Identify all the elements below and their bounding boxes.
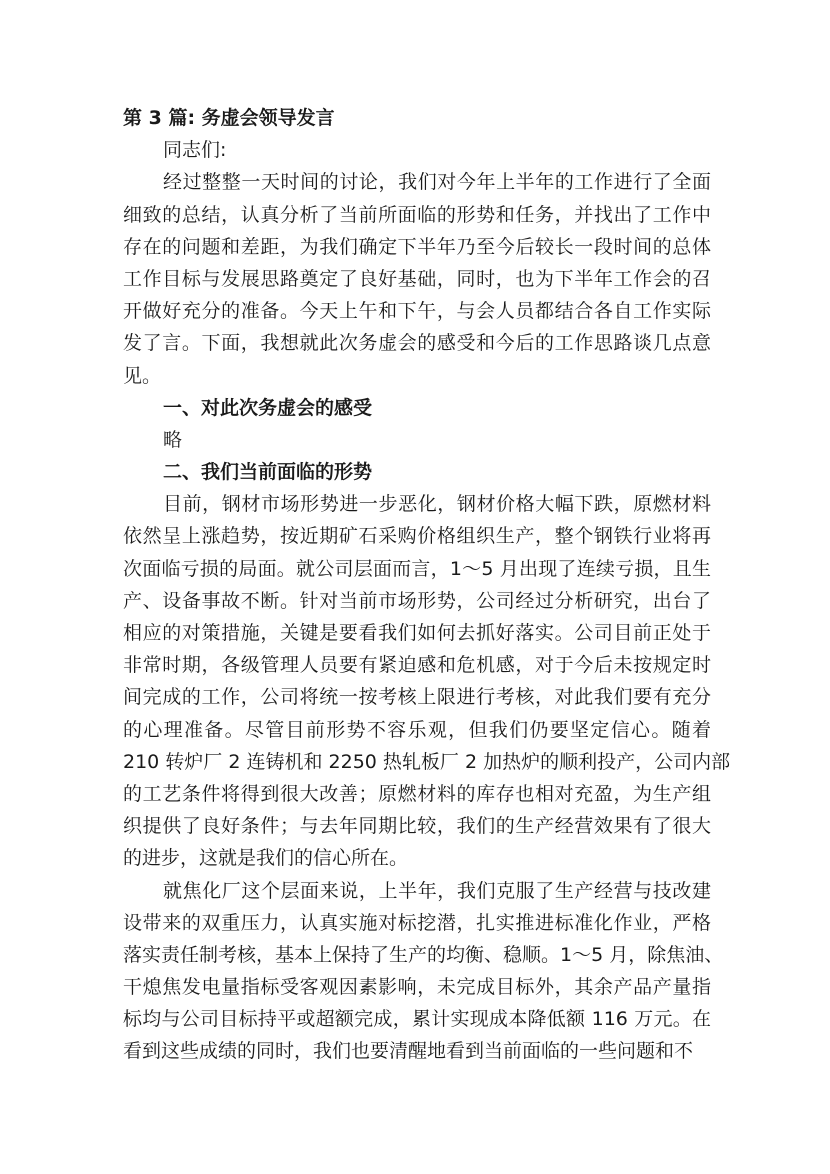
text-line: 存在的问题和差距，为我们确定下半年乃至今后较长一段时间的总体 [123,235,711,258]
text-line: 非常时期，各级管理人员要有紧迫感和危机感，对于今后未按规定时 [123,654,711,677]
paragraph [123,166,711,391]
text-line: 二、我们当前面临的形势 [163,461,373,484]
text-line: 的心理准备。尽管目前形势不容乐观，但我们仍要坚定信心。随着 [123,718,711,741]
text-line: 就焦化厂这个层面来说，上半年，我们克服了生产经营与技改建 [163,879,711,902]
text-line: 略 [163,428,183,451]
document-body [123,134,731,1067]
text-line: 经过整整一天时间的讨论，我们对今年上半年的工作进行了全面 [163,171,711,194]
text-line: 产、设备事故不断。针对当前市场形势，公司经过分析研究，出台了 [123,589,711,612]
text-line: 目前，钢材市场形势进一步恶化，钢材价格大幅下跌，原燃材料 [163,493,711,516]
paragraph [123,424,711,456]
text-line: 设带来的双重压力，认真实施对标挖潜，扎实推进标准化作业，严格 [123,911,711,934]
text-line: 工作目标与发展思路奠定了良好基础，同时，也为下半年工作会的召 [123,267,711,290]
text-line: 干熄焦发电量指标受客观因素影响，未完成目标外，其余产品产量指 [123,976,711,999]
text-line: 依然呈上涨趋势，按近期矿石采购价格组织生产，整个钢铁行业将再 [123,525,711,548]
paragraph [123,488,731,874]
text-line: 的工艺条件将得到很大改善；原燃材料的库存也相对充盈，为生产组 [123,782,711,805]
text-line: 见。 [123,364,162,387]
text-line: 次面临亏损的局面。就公司层面而言，1～5 月出现了连续亏损，且生 [123,557,711,580]
text-line: 一、对此次务虚会的感受 [163,396,373,419]
text-line: 看到这些成绩的同时，我们也要清醒地看到当前面临的一些问题和不 [123,1040,694,1063]
text-line: 细致的总结，认真分析了当前所面临的形势和任务，并找出了工作中 [123,203,711,226]
text-line: 开做好充分的准备。今天上午和下午，与会人员都结合各自工作实际 [123,300,711,323]
salutation [123,134,711,166]
section-heading [123,392,711,424]
text-line: 210 转炉厂 2 连铸机和 2250 热轧板厂 2 加热炉的顺利投产，公司内部 [123,750,731,773]
text-line: 落实责任制考核，基本上保持了生产的均衡、稳顺。1～5 月，除焦油、 [123,943,724,966]
paragraph [123,875,724,1068]
text-line: 的进步，这就是我们的信心所在。 [123,847,409,870]
text-line: 相应的对策措施，关键是要看我们如何去抓好落实。公司目前正处于 [123,622,711,644]
text-line: 间完成的工作，公司将统一按考核上限进行考核，对此我们要有充分 [123,686,711,709]
text-line: 织提供了良好条件；与去年同期比较，我们的生产经营效果有了很大 [123,815,711,838]
document-title: 第 3 篇: 务虚会领导发言 [123,107,335,129]
text-line: 同志们: [163,139,227,162]
text-line: 标均与公司目标持平或超额完成，累计实现成本降低额 116 万元。在 [123,1008,711,1031]
document-page [123,102,731,1068]
section-heading [123,456,711,488]
text-line: 发了言。下面，我想就此次务虚会的感受和今后的工作思路谈几点意 [123,332,711,355]
